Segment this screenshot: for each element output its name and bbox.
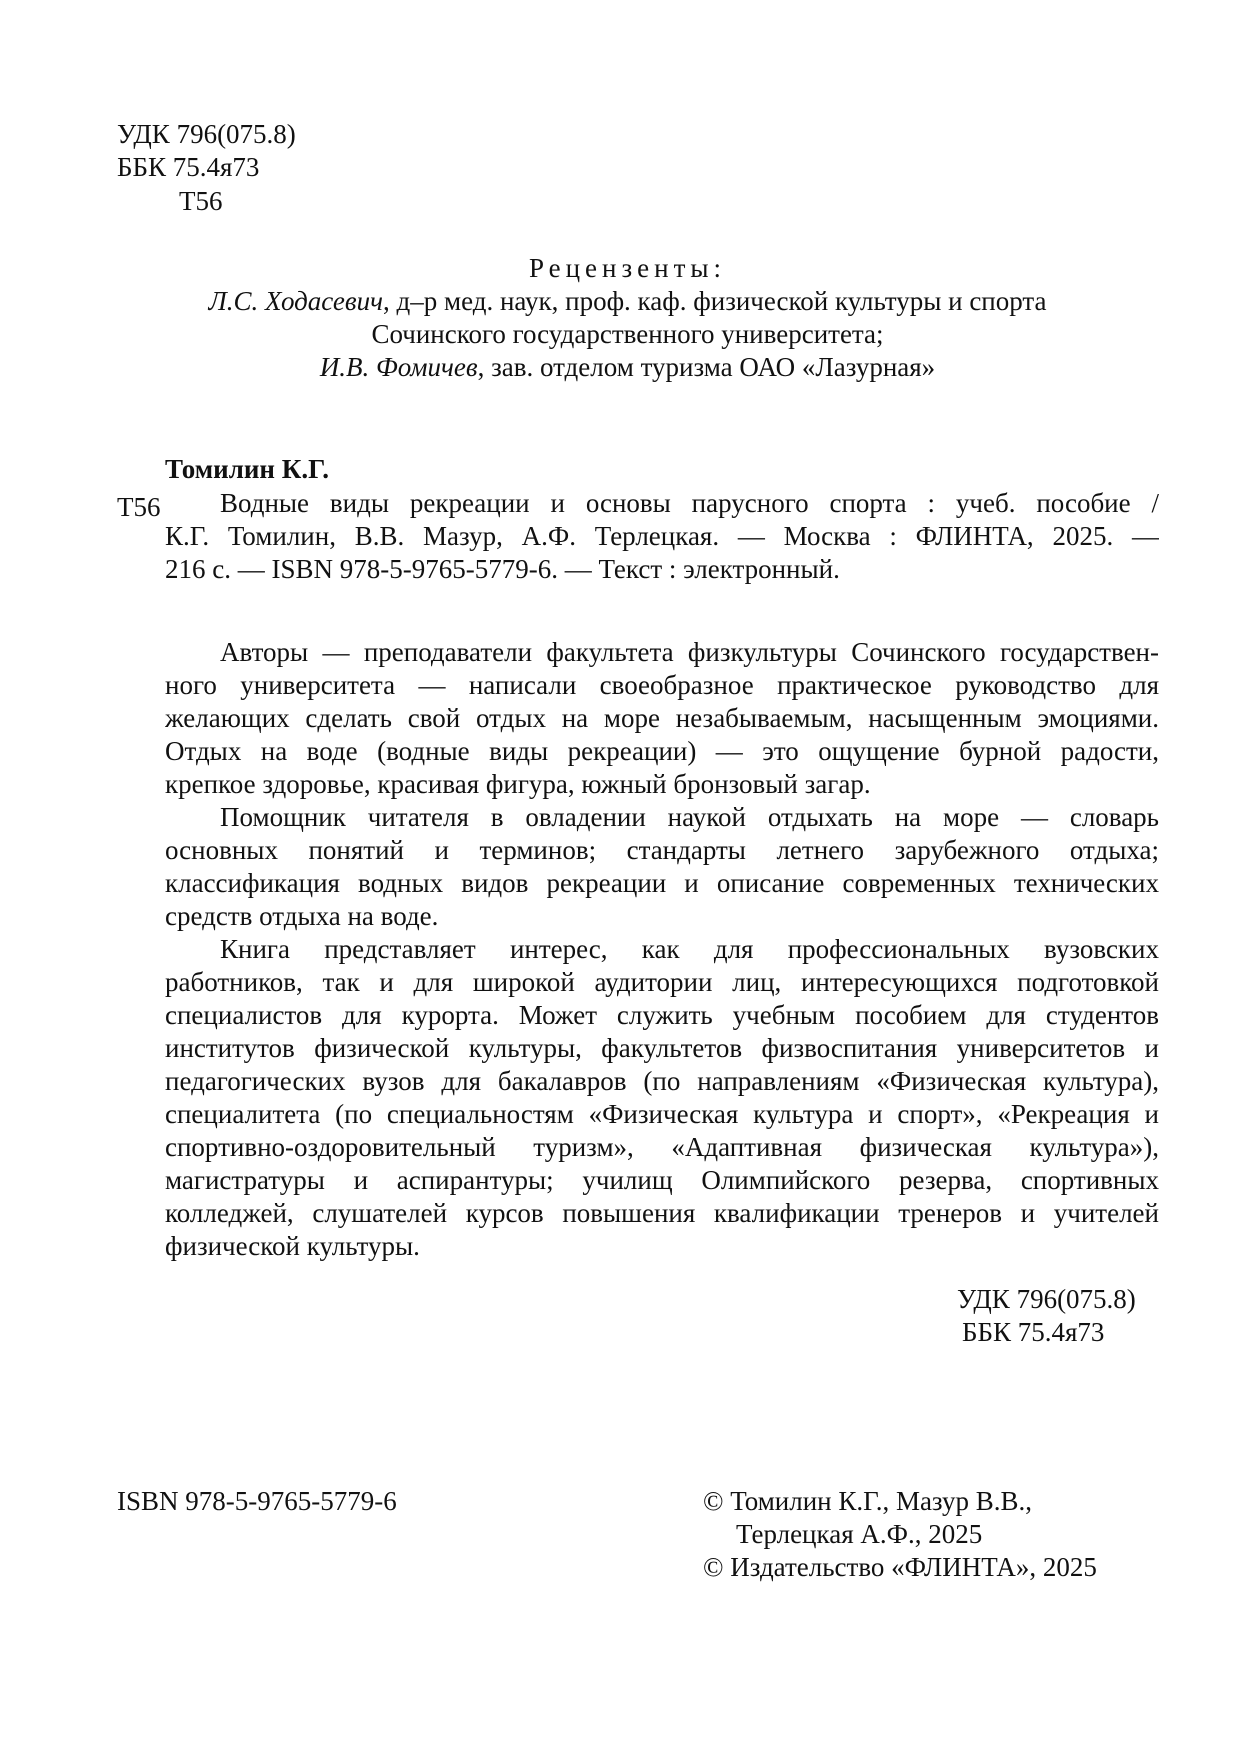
reviewer-1 xyxy=(160,285,1095,318)
bbk-code-top: ББК 75.4я73 xyxy=(117,152,260,182)
udk-code-top: УДК 796(075.8) xyxy=(117,119,296,149)
annotation-line: Авторы — преподаватели факультета физкультуры Сочинского государствен- xyxy=(220,637,1159,667)
udk-code-bottom: УДК 796(075.8) xyxy=(957,1284,1136,1314)
author-mark-top: Т56 xyxy=(179,186,223,216)
annotation xyxy=(165,636,1159,1263)
annotation-line: специалистов для курорта. Может служить учебным пособием для студентов xyxy=(165,1000,1159,1030)
record-author-mark: Т56 xyxy=(117,492,161,522)
bibliographic-description xyxy=(165,487,1159,586)
copyright-block xyxy=(703,1485,1203,1584)
reviewer-2-details: , зав. отделом туризма ОАО «Лазурная» xyxy=(477,352,936,382)
annotation-line: колледжей, слушателей курсов повышения квалификации тренеров и учителей xyxy=(165,1198,1159,1228)
annotation-line: институтов физической культуры, факультетов физвоспитания университетов и xyxy=(165,1033,1159,1063)
isbn: ISBN 978-5-9765-5779-6 xyxy=(117,1486,397,1516)
bib-line: Водные виды рекреации и основы парусного спорта : учеб. пособие / xyxy=(220,488,1159,518)
copyright-authors-cont: Терлецкая А.Ф., 2025 xyxy=(736,1519,983,1549)
annotation-line: физической культуры. xyxy=(165,1231,420,1261)
reviewer-1-affiliation: Сочинского государственного университета; xyxy=(371,319,884,349)
bbk-code-bottom: ББК 75.4я73 xyxy=(962,1317,1105,1347)
reviewer-2-name: И.В. Фомичев xyxy=(319,352,478,382)
annotation-line: Помощник читателя в овладении наукой отдыхать на море — словарь xyxy=(220,802,1159,832)
reviewer-1-name: Л.С. Ходасевич xyxy=(208,286,383,316)
annotation-line: средств отдыха на воде. xyxy=(165,901,439,931)
reviewer-1-details: , д–р мед. наук, проф. каф. физической культуры и спорта xyxy=(383,286,1047,316)
annotation-line: спортивно-оздоровительный туризм», «Адаптивная физическая культура»), xyxy=(165,1132,1159,1162)
annotation-line: педагогических вузов для бакалавров (по направлениям «Физическая культура), xyxy=(165,1066,1159,1096)
annotation-line: основных понятий и терминов; стандарты летнего зарубежного отдыха; xyxy=(165,835,1159,865)
copyright-publisher: © Издательство «ФЛИНТА», 2025 xyxy=(703,1552,1097,1582)
annotation-paragraph-1 xyxy=(165,636,1159,801)
annotation-line: Книга представляет интерес, как для профессиональных вузовских xyxy=(220,934,1159,964)
annotation-line: Отдых на воде (водные виды рекреации) — это ощущение бурной радости, xyxy=(165,736,1159,766)
annotation-line: работников, так и для широкой аудитории лиц, интересующихся подготовкой xyxy=(165,967,1159,997)
annotation-paragraph-3 xyxy=(165,933,1159,1263)
annotation-line: крепкое здоровье, красивая фигура, южный бронзовый загар. xyxy=(165,769,871,799)
reviewer-2 xyxy=(160,351,1095,384)
annotation-line: специалитета (по специальностям «Физическая культура и спорт», «Рекреация и xyxy=(165,1099,1159,1129)
annotation-line: классификация водных видов рекреации и описание современных технических xyxy=(165,868,1159,898)
annotation-line: магистратуры и аспирантуры; училищ Олимпийского резерва, спортивных xyxy=(165,1165,1159,1195)
annotation-line: ного университета — написали своеобразное практическое руководство для xyxy=(165,670,1159,700)
copyright-authors: © Томилин К.Г., Мазур В.В., xyxy=(703,1486,1033,1516)
record-author: Томилин К.Г. xyxy=(165,454,329,484)
annotation-line: желающих сделать свой отдых на море незабываемым, насыщенным эмоциями. xyxy=(165,703,1159,733)
annotation-paragraph-2 xyxy=(165,801,1159,933)
reviewers-block xyxy=(160,252,1095,384)
bib-line: К.Г. Томилин, В.В. Мазур, А.Ф. Терлецкая. — Москва : ФЛИНТА, 2025. — xyxy=(165,521,1159,551)
bib-line: 216 с. — ISBN 978-5-9765-5779-6. — Текст : электронный. xyxy=(165,554,840,584)
reviewers-heading: Рецензенты: xyxy=(528,253,727,283)
